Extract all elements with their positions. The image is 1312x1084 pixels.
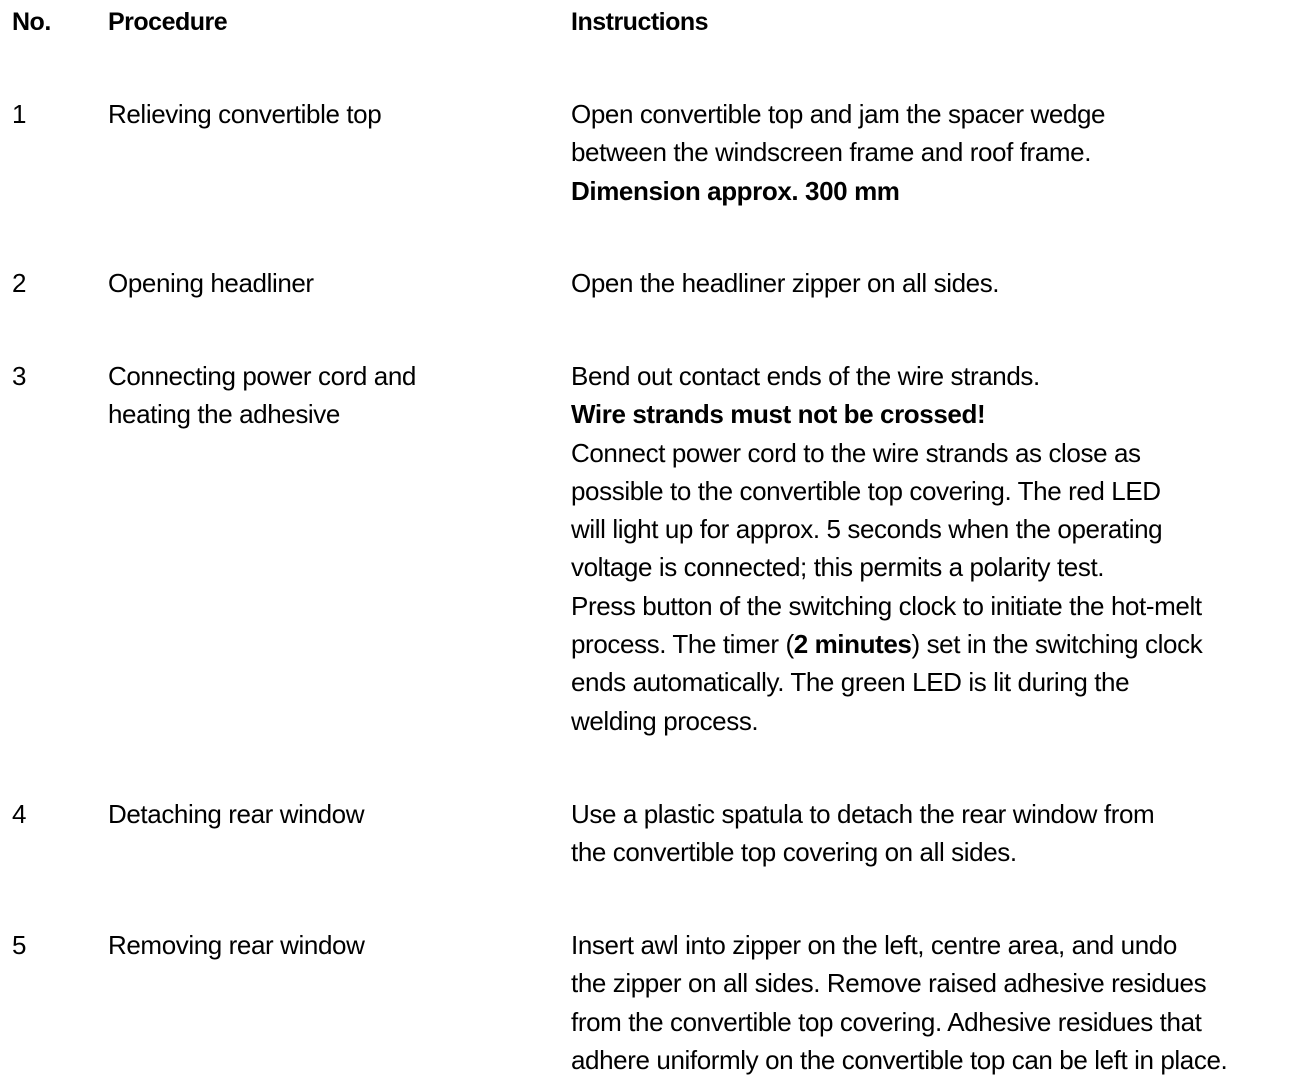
instruction-line: from the convertible top covering. Adhesive residues that [571, 1006, 1202, 1037]
instruction-line: Open convertible top and jam the spacer wedge [571, 99, 1106, 129]
procedure-text: Opening headliner [108, 268, 314, 298]
instruction-line: Connect power cord to the wire strands as close as [571, 437, 1141, 468]
instruction-line: Open the headliner zipper on all sides. [571, 268, 1000, 298]
instruction-line: Bend out contact ends of the wire strands. [571, 361, 1040, 391]
instruction-line: ends automatically. The green LED is lit during the [571, 667, 1130, 698]
procedure-cell [108, 264, 314, 302]
instruction-line: Press button of the switching clock to initiate the hot-melt [571, 590, 1202, 621]
instruction-line: voltage is connected; this permits a polarity test. [571, 552, 1105, 583]
row-number: 4 [12, 799, 27, 829]
instruction-line: adhere uniformly on the convertible top can be left in place. [571, 1044, 1228, 1075]
instruction-line: between the windscreen frame and roof frame. [571, 137, 1092, 168]
procedure-text: Detaching rear window [108, 799, 365, 829]
instruction-line: Insert awl into zipper on the left, centre area, and undo [571, 930, 1177, 960]
row-number: 3 [12, 361, 27, 391]
row-number: 5 [12, 930, 27, 960]
row-number: 1 [12, 99, 27, 129]
instructions-cell [571, 926, 1301, 1079]
instruction-line: the zipper on all sides. Remove raised adhesive residues [571, 968, 1207, 999]
instruction-line: possible to the convertible top covering. The red LED [571, 475, 1161, 506]
instruction-line: the convertible top covering on all sides. [571, 837, 1017, 868]
timer-duration: 2 minutes [793, 629, 912, 660]
procedure-cell [108, 795, 364, 833]
instructions-cell [571, 264, 1301, 302]
table-header [0, 4, 1312, 40]
header-instructions: Instructions [571, 8, 709, 36]
procedure-text: Removing rear window [108, 930, 365, 960]
instruction-fragment: ) set in the switching clock [911, 629, 1203, 660]
procedure-cell [108, 357, 416, 434]
header-procedure: Procedure [108, 8, 228, 36]
instructions-cell [571, 795, 1301, 872]
instruction-line [571, 625, 1301, 663]
procedure-cell [108, 95, 381, 133]
instruction-line: will light up for approx. 5 seconds when the operating [571, 514, 1163, 545]
procedure-text: heating the adhesive [108, 399, 340, 430]
instructions-cell [571, 95, 1301, 210]
row-number: 2 [12, 268, 27, 298]
instruction-emphasis: Dimension approx. 300 mm [571, 175, 900, 206]
instruction-line: Use a plastic spatula to detach the rear window from [571, 799, 1155, 829]
instruction-warning: Wire strands must not be crossed! [571, 399, 986, 430]
instruction-line: welding process. [571, 705, 759, 736]
instruction-fragment: process. The timer ( [571, 629, 794, 660]
header-no: No. [12, 8, 51, 36]
procedure-text: Relieving convertible top [108, 99, 382, 129]
procedure-cell [108, 926, 364, 964]
procedure-text: Connecting power cord and [108, 361, 416, 391]
instructions-cell [571, 357, 1301, 740]
